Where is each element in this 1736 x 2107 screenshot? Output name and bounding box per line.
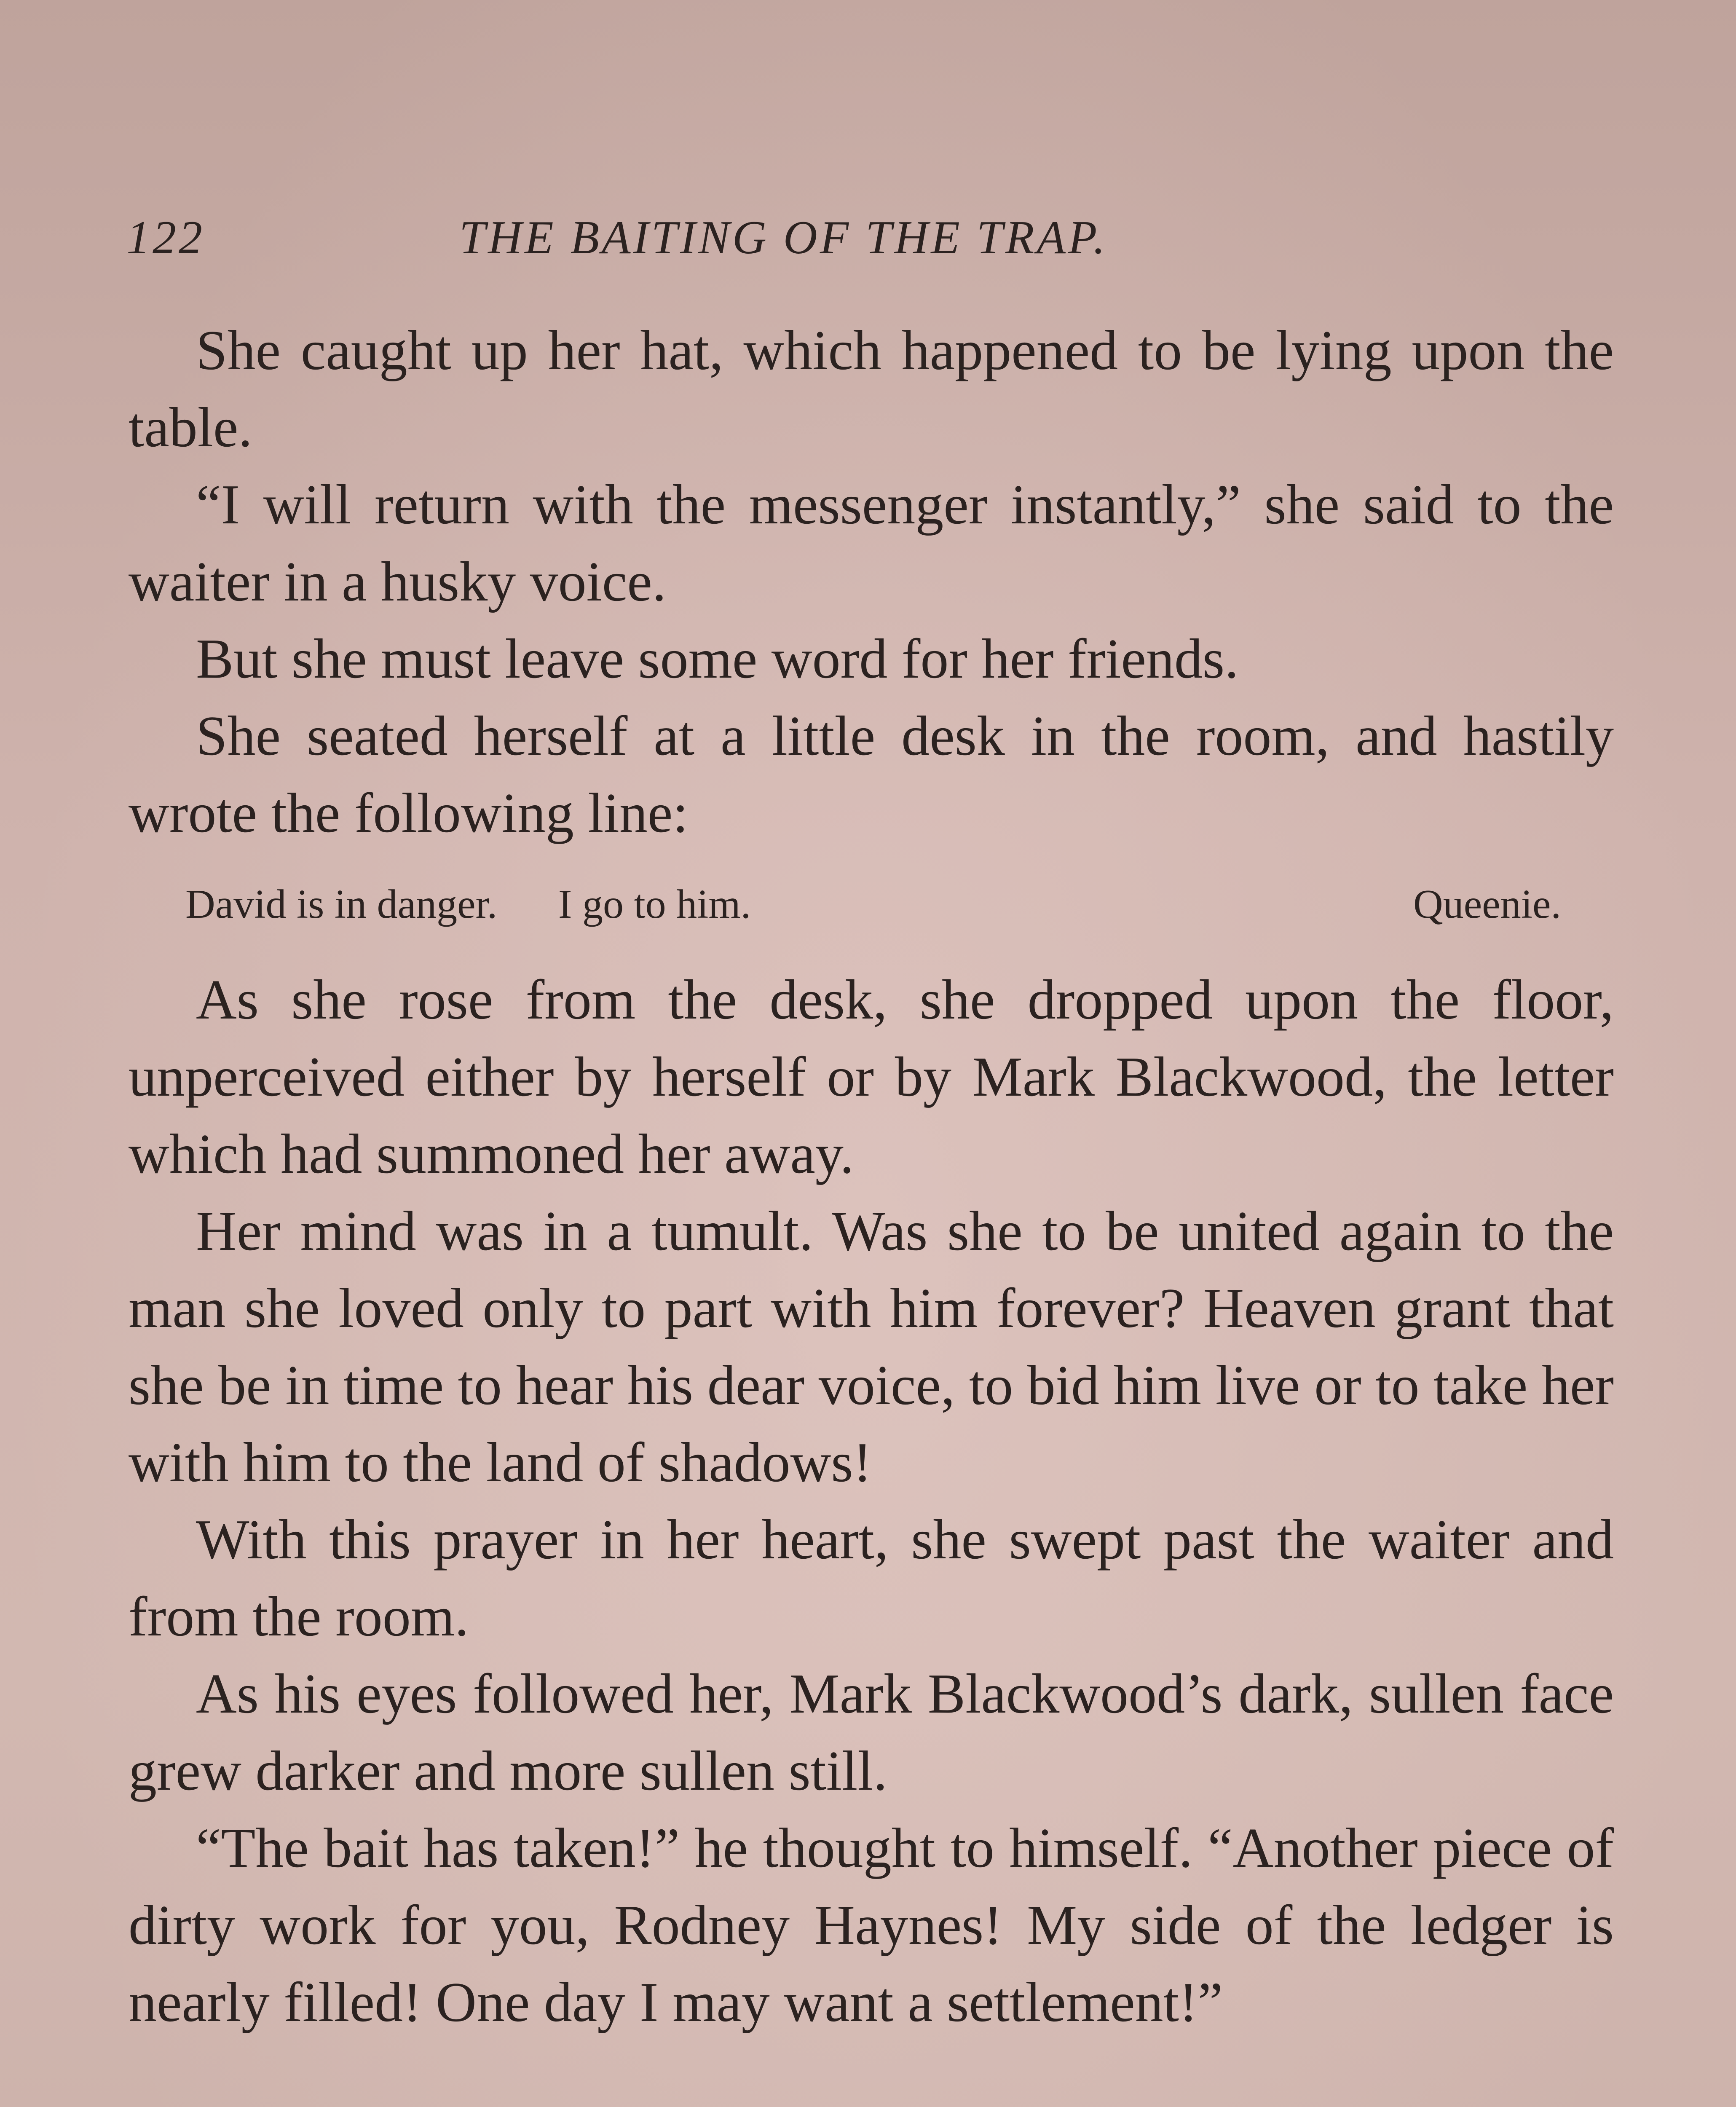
paragraph: She caught up her hat, which happened to be lying upon the table. <box>129 319 1614 458</box>
paragraph: “I will return with the messenger instantly,” she said to the waiter in a husky voice. <box>129 473 1614 613</box>
paragraph: As she rose from the desk, she dropped upon the floor, unperceived either by herself or by Mark Blackwood, the letter which had summoned her away. <box>129 968 1614 1185</box>
written-note <box>185 873 1614 936</box>
note-line-1: David is in danger. <box>185 882 498 927</box>
paragraph: With this prayer in her heart, she swept past the waiter and from the room. <box>129 1508 1614 1648</box>
note-message <box>185 873 751 936</box>
note-line-2: I go to him. <box>558 882 751 927</box>
page-number: 122 <box>126 212 205 264</box>
note-signature: Queenie. <box>1413 882 1561 927</box>
running-head <box>126 211 1610 270</box>
paragraph: She seated herself at a little desk in the room, and hastily wrote the following line: <box>129 705 1614 844</box>
paragraph: “The bait has taken!” he thought to himself. “Another piece of dirty work for you, Rodney Haynes! My side of the ledger is nearly filled! One day I may want a settlement!” <box>129 1817 1614 2033</box>
body-text <box>129 312 1614 2041</box>
running-title: THE BAITING OF THE TRAP. <box>459 212 1108 264</box>
paragraph: As his eyes followed her, Mark Blackwood’s dark, sullen face grew darker and more sullen still. <box>129 1662 1614 1802</box>
paragraph: Her mind was in a tumult. Was she to be united again to the man she loved only to part with him forever? Heaven grant that she be in time to hear his dear voice, to bid him live or to take her with him to the land of shadows! <box>129 1200 1614 1493</box>
paragraph: But she must leave some word for her friends. <box>196 627 1239 690</box>
